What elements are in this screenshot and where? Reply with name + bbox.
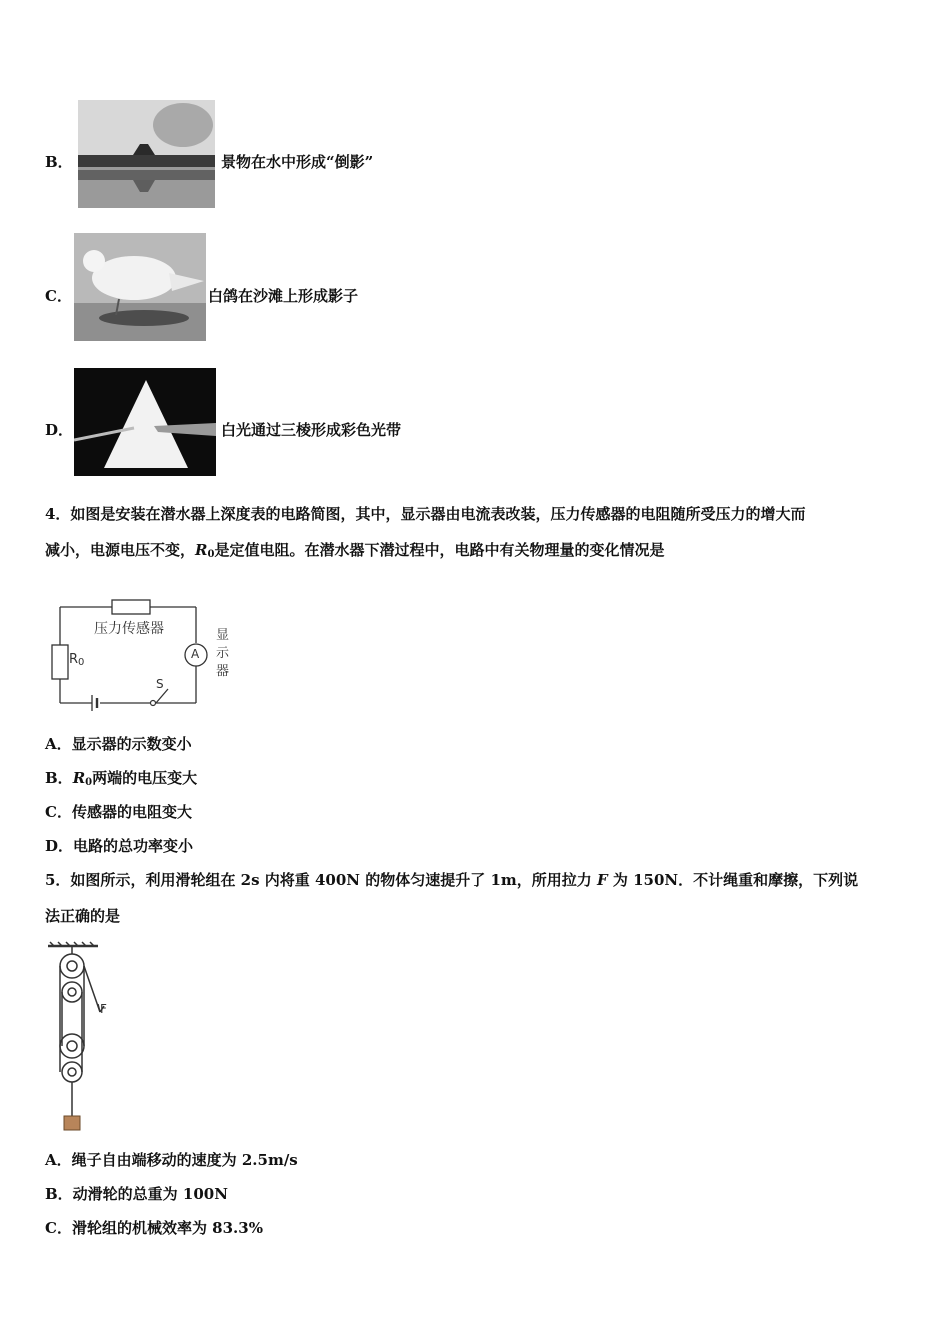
switch-label: S — [156, 677, 164, 691]
q4-line2-a: 减小，电源电压不变， — [45, 541, 196, 559]
q5-option-b: B．动滑轮的总重为 100N — [45, 1185, 228, 1203]
display-label-char: 显 — [216, 628, 230, 643]
reflection-photo — [78, 100, 215, 208]
pulley-diagram — [44, 940, 116, 1135]
q4-option-b-r: R — [72, 769, 86, 787]
q5-option-c: C．滑轮组的机械效率为 83.3% — [45, 1219, 263, 1237]
q4-option-a: A．显示器的示数变小 — [45, 735, 192, 753]
q4-option-b-sub: 0 — [85, 777, 93, 788]
dove-photo — [74, 233, 206, 341]
circuit-diagram — [48, 595, 238, 715]
prism-photo — [74, 368, 216, 476]
option-c-text: 白鸽在沙滩上形成影子 — [208, 287, 359, 305]
q4-option-b — [45, 768, 197, 793]
option-c-letter: C． — [45, 287, 72, 305]
q5-f-symbol: F — [597, 871, 608, 889]
q4-r-subscript: 0 — [207, 549, 215, 560]
r0-label — [69, 652, 84, 668]
q5-stem-line1 — [45, 862, 858, 898]
q5-line1-a: 5．如图所示，利用滑轮组在 2s 内将重 400N 的物体匀速提升了 1m，所用拉力 — [45, 871, 597, 889]
q4-option-b-suffix: 两端的电压变大 — [92, 769, 198, 787]
q4-option-b-prefix: B． — [45, 769, 73, 787]
q4-stem-line1: 4．如图是安装在潜水器上深度表的电路简图，其中，显示器由电流表改装，压力传感器的电阻随所受压力的增大而 — [45, 505, 806, 523]
r0-letter: R — [69, 652, 79, 667]
sensor-label: 压力传感器 — [94, 621, 164, 637]
q4-line2-b: 是定值电阻。在潜水器下潜过程中，电路中有关物理量的变化情况是 — [214, 541, 665, 559]
option-d-text: 白光通过三棱形成彩色光带 — [221, 421, 402, 439]
display-label — [216, 627, 229, 681]
option-b-letter: B． — [45, 153, 73, 171]
ammeter-label: A — [191, 647, 200, 661]
display-label-char: 示 — [216, 646, 230, 661]
q4-option-c: C．传感器的电阻变大 — [45, 803, 192, 821]
r0-sub: 0 — [78, 657, 85, 668]
q4-r-symbol: R — [195, 541, 208, 559]
q5-line1-b: 为 150N．不计绳重和摩擦，下列说 — [607, 871, 859, 889]
q4-stem-line2 — [45, 532, 664, 573]
force-label: F — [100, 1002, 107, 1016]
q5-stem-line2: 法正确的是 — [45, 907, 121, 925]
q5-option-a: A．绳子自由端移动的速度为 2.5m/s — [45, 1151, 298, 1169]
option-b-text: 景物在水中形成“倒影” — [221, 153, 374, 171]
option-d-letter: D． — [45, 421, 74, 439]
q4-option-d: D．电路的总功率变小 — [45, 837, 194, 855]
display-label-char: 器 — [216, 664, 230, 679]
